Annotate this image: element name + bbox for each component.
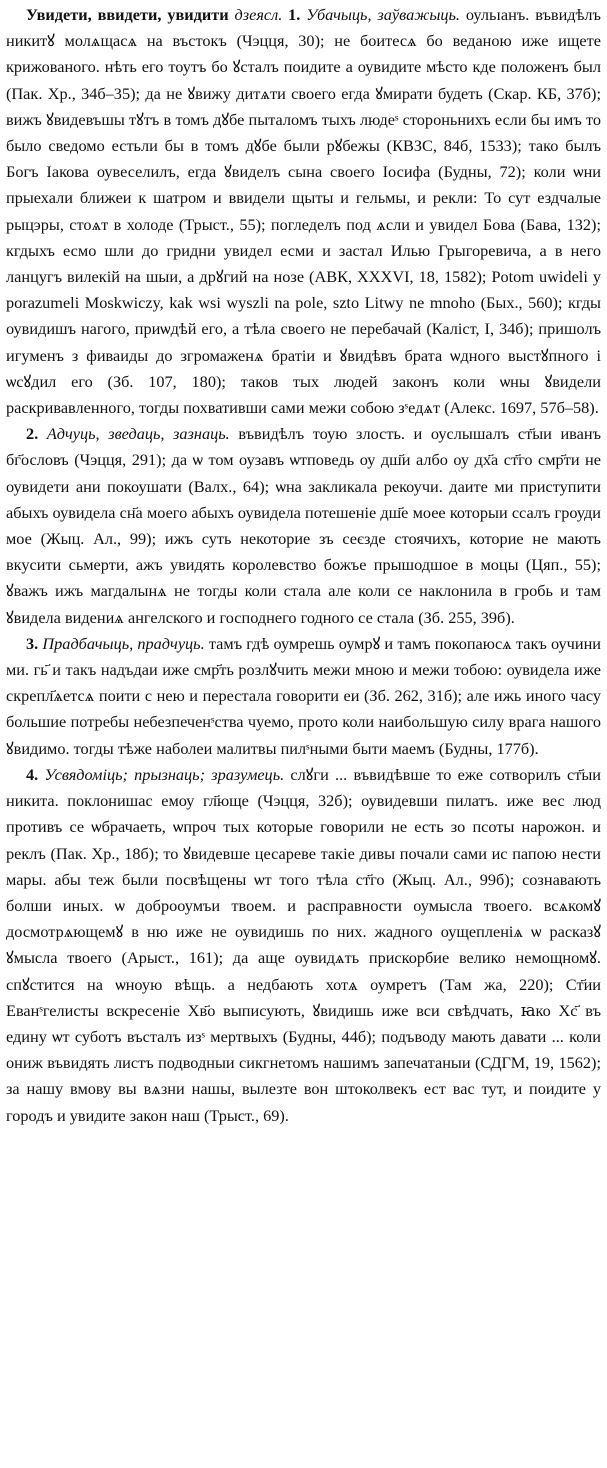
dictionary-entry-sense-2 xyxy=(6,421,601,631)
dictionary-entry-sense-3 xyxy=(6,631,601,762)
sense-gloss: Убачыць, заўважыць. xyxy=(306,5,460,24)
sense-number: 2. xyxy=(26,424,39,444)
headword: Увидети, ввидети, увидити xyxy=(26,5,229,24)
sense-gloss: Адчуць, зведаць, зазнаць. xyxy=(46,424,230,444)
dictionary-entry-sense-1 xyxy=(6,0,601,421)
sense-number: 1. xyxy=(288,5,301,24)
sense-citations: слꙋги ... въвидѣвше то еже сотворилъ ст҃ыи никита. поклонишас емоу гл҃юще (Чэцця, 32б); оувидевши пилатъ. иже вес люд противъ се ѡбрачаеть, ѡпроч тых которые говорили не есть зо псоты нарожон. и реклъ (Пак. Хр., 18б); то ꙋвидевше цесареве такіе дивы почали сами ис папою нести мары. абы теж были посвѣщены ѡт того тѣла ст҃го (Жыц. Ал., 99б); сознавають болши иных. ѡ доброоумъи твоем. и расправности оумысла твоего. всѧкомꙋ досмотрѧющемꙋ в ню иже не оувидишь по них. жадного оущепленіѧ ѡ расказꙋ ꙋмысла твоего (Арыст., 161); да аще оувидѧть прискорбие велико немощномꙋ. спꙋстится на ѡноую вѣщь. а недбають хотѧ оумретъ (Там жа, 220); Ст҃ии Еванˢгелисты вскресеніе Хв҃о выписують, ꙋвидишь иже вси свѣдчать, ꙗко Хс҃ въ едину ѡт суботъ въсталъ изˢ мертвыхъ (Будны, 44б); подъводу мають давати ... коли ониж въвидять листъ подводныи сикгнетомъ нашимъ запечатаныи (СДГМ, 19, 1562); за нашу вмову вы вѧзни нашы, вылезте вон штоколвекъ ест вас тут, и поидите у городъ и увидите закон наш (Трыст., 69). xyxy=(6,764,601,1125)
sense-citations: тамъ гдѣ оумрешь оумрꙋ и тамъ покопаюсѧ такъ оучини ми. гь҃ и такъ надъдаи иже смр҃ть розлꙋчить межи мною и межи тобою: оувидела иже скрепл҃ѧетсѧ поити с нею и перестала говорити еи (Зб. 262, 31б); але ижь иного часу большие потребы небезпеченˢства чуемо, прото коли наибольшую силу врага нашого ꙋвидимо. тогды тѣже наболеи малитвы пилˢными быти маемъ (Будны, 177б). xyxy=(6,633,601,758)
sense-number: 3. xyxy=(26,633,39,653)
sense-number: 4. xyxy=(26,764,39,784)
grammar-label: дзеясл. xyxy=(234,5,283,24)
sense-gloss: Усвядоміць; прызнаць; зразумець. xyxy=(44,764,285,784)
sense-gloss: Прадбачыць, прадчуць. xyxy=(42,633,205,653)
dictionary-entry-sense-4 xyxy=(6,762,601,1129)
sense-citations: оульɪанъ. въвидѣлъ никитꙋ молѧщасѧ на въстокъ (Чэцця, 30); не боитесѧ бо веданою иже ищете крижованого. нѣть его тоутъ бо ꙋсталъ поидите а оувидите мѣсто кде положенъ был (Пак. Хр., 34б–35); да не ꙋвижу дитѧти своего егда ꙋмирати будеть (Скар. КБ, 37б); вижъ ꙋвидевъшы тꙋтъ в томъ дꙋбе пыталомъ тыхъ людеˢ стороньнихъ если бы имъ то было сведомо естьли бы в томъ дꙋбе были рꙋбежы (КВЗС, 84б, 1533); тако былъ Богъ Іакова оувеселилъ, егда ꙋвиделъ сына своего Іосифа (Будны, 72); коли ѡни прыехали ближеи к шатром и ввидели щыты и гельмы, и рекли: То сут ездчалые рыцэры, стоѧт в холоде (Трыст., 55); погледелъ под ѧсли и увидел Бова (Бава, 132); кгдыхъ есмо шли до гридни увидел есми и застал Илью Грыгоревича, а в него ланцугъ вилекій на шыи, а дрꙋгий на нозе (АВК, XXXVI, 18, 1582); Potom uwideli y porazumeli Moskwiczy, kak wsi wyszli na pole, szto Litwy ne mnoho (Бых., 560); кгды оувидишъ нагого, приѡдѣй его, а тѣла своего не перебачай (Каліст, I, 34б); пришолъ игуменъ з фиваиды до згромаженѧ братіи и ꙋвидѣвъ брата ѡдного выстꙋпного і ѡсꙋдил его (Зб. 107, 180); таков тых людей законъ коли ѡны ꙋвидели раскривавленного, тогды похвативши сами межи собою зˢедѧт (Алекс. 1697, 57б–58). xyxy=(6,5,601,418)
sense-citations: въвидѣлъ тоую злость. и оуслышалъ ст҃ыи иванъ бг҃ословъ (Чэцця, 291); да ѡ том оузавъ ѡтповедь оу дш҃и албо оу дх҃а ст҃го смр҃ти не оувидети ани покоушати (Валх., 64); ѡна закликала рекоучи. даите ми приступити абыхъ оувидела сн҃а моего абыхъ оувидела потешеніе дш҃е моее которыи ссалъ гроуди мое (Жыц. Ал., 99); ижъ суть некоторие зъ сеєзде стоячихъ, которие не мають вкусити сьмерти, ажъ увидять королевство божъе прышодшое в моцы (Цяп., 55); ꙋважъ ижъ магдалынѧ не тогды коли стала але коли се наклонила в гробь и там ꙋвидела видениѧ ангелского и господнего годного се стала (Зб. 255, 39б). xyxy=(6,424,601,627)
